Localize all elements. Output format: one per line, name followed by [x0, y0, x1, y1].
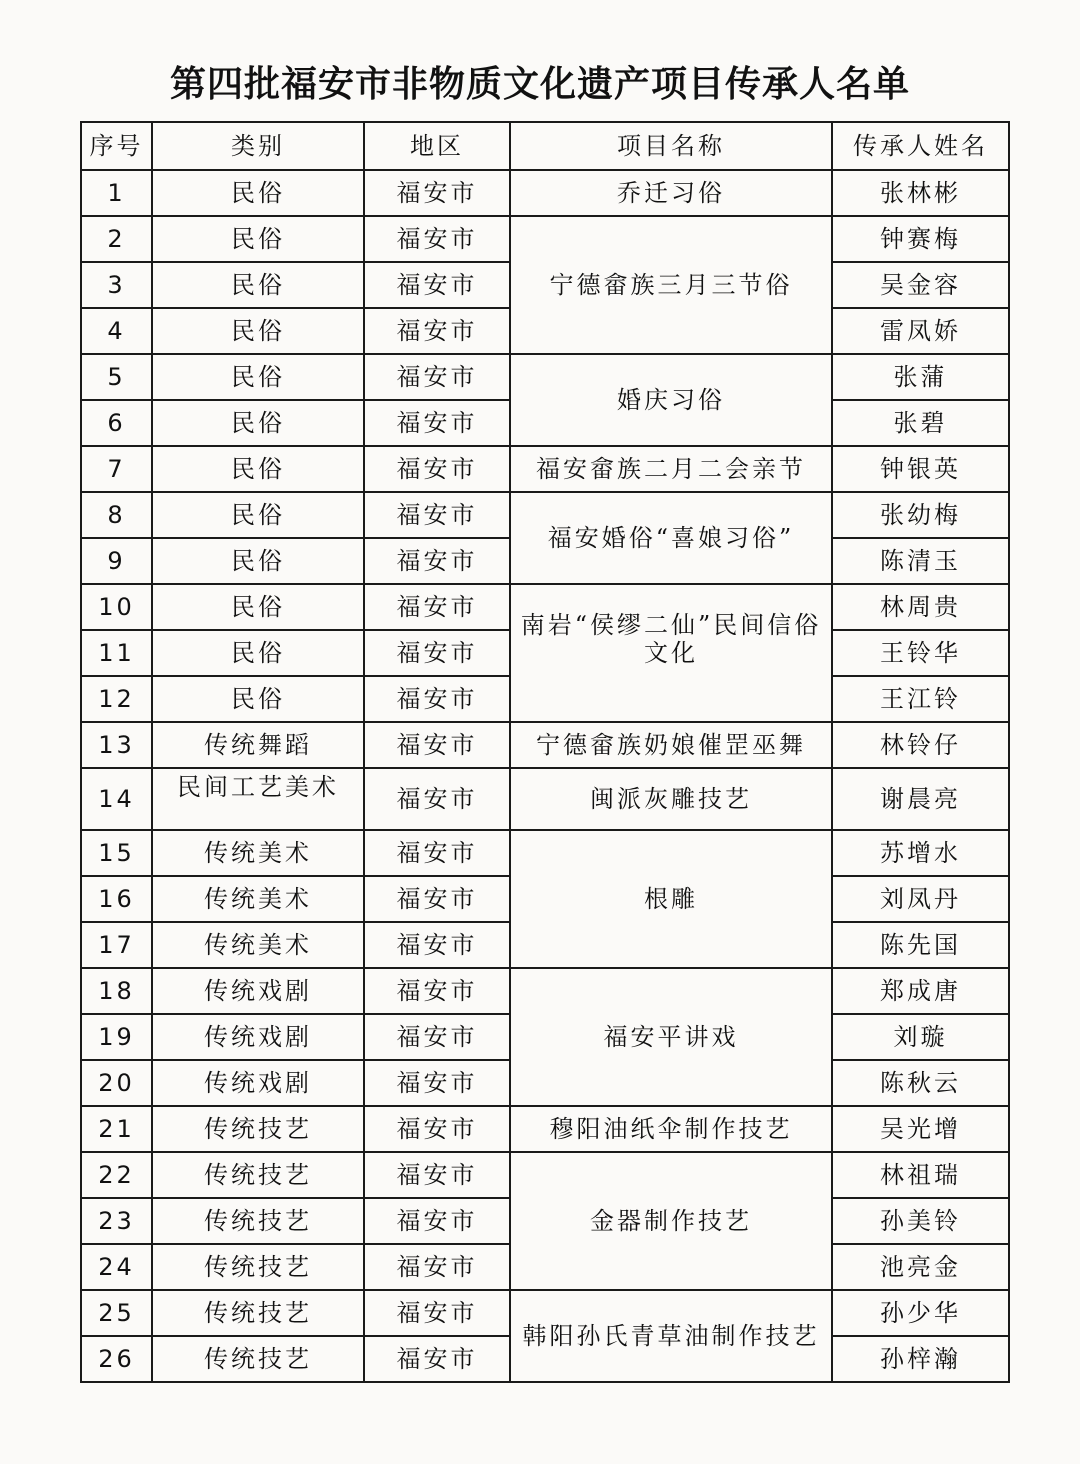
category-cell: 民俗 [152, 584, 364, 630]
category-cell: 传统戏剧 [152, 1060, 364, 1106]
category-cell: 民俗 [152, 446, 364, 492]
inheritor-cell: 钟赛梅 [832, 216, 1009, 262]
table-row [81, 216, 1009, 262]
inheritor-cell: 林祖瑞 [832, 1152, 1009, 1198]
region-cell: 福安市 [364, 1014, 510, 1060]
project-cell: 韩阳孙氏青草油制作技艺 [510, 1290, 832, 1382]
project-cell: 穆阳油纸伞制作技艺 [510, 1106, 832, 1152]
inheritor-cell: 张蒲 [832, 354, 1009, 400]
region-cell: 福安市 [364, 446, 510, 492]
project-cell: 宁德畲族奶娘催罡巫舞 [510, 722, 832, 768]
inheritor-cell: 王铃华 [832, 630, 1009, 676]
header-seq: 序号 [81, 122, 152, 170]
category-cell: 民俗 [152, 216, 364, 262]
region-cell: 福安市 [364, 538, 510, 584]
table-row [81, 170, 1009, 216]
seq-cell: 25 [81, 1290, 152, 1336]
inheritor-cell: 张碧 [832, 400, 1009, 446]
inheritor-cell: 谢晨亮 [832, 768, 1009, 830]
project-cell: 乔迁习俗 [510, 170, 832, 216]
region-cell: 福安市 [364, 584, 510, 630]
category-cell: 传统美术 [152, 922, 364, 968]
category-cell: 民俗 [152, 170, 364, 216]
table-row [81, 446, 1009, 492]
seq-cell: 17 [81, 922, 152, 968]
table-row [81, 1290, 1009, 1336]
category-cell: 传统戏剧 [152, 1014, 364, 1060]
seq-cell: 13 [81, 722, 152, 768]
category-cell: 民俗 [152, 354, 364, 400]
seq-cell: 19 [81, 1014, 152, 1060]
project-cell: 南岩“侯缪二仙”民间信俗文化 [510, 584, 832, 722]
category-cell: 民俗 [152, 492, 364, 538]
header-project: 项目名称 [510, 122, 832, 170]
region-cell: 福安市 [364, 400, 510, 446]
header-region: 地区 [364, 122, 510, 170]
region-cell: 福安市 [364, 1060, 510, 1106]
region-cell: 福安市 [364, 308, 510, 354]
inheritor-cell: 陈清玉 [832, 538, 1009, 584]
inheritor-cell: 孙梓瀚 [832, 1336, 1009, 1382]
region-cell: 福安市 [364, 216, 510, 262]
table-row [81, 968, 1009, 1014]
region-cell: 福安市 [364, 1198, 510, 1244]
table-row [81, 722, 1009, 768]
seq-cell: 21 [81, 1106, 152, 1152]
category-cell: 民俗 [152, 400, 364, 446]
seq-cell: 3 [81, 262, 152, 308]
category-cell: 传统美术 [152, 876, 364, 922]
project-cell: 宁德畲族三月三节俗 [510, 216, 832, 354]
region-cell: 福安市 [364, 354, 510, 400]
region-cell: 福安市 [364, 768, 510, 830]
seq-cell: 6 [81, 400, 152, 446]
table-row [81, 492, 1009, 538]
project-cell: 福安平讲戏 [510, 968, 832, 1106]
seq-cell: 1 [81, 170, 152, 216]
seq-cell: 22 [81, 1152, 152, 1198]
header-inheritor: 传承人姓名 [832, 122, 1009, 170]
region-cell: 福安市 [364, 1152, 510, 1198]
seq-cell: 12 [81, 676, 152, 722]
table-row [81, 768, 1009, 830]
seq-cell: 9 [81, 538, 152, 584]
region-cell: 福安市 [364, 968, 510, 1014]
region-cell: 福安市 [364, 630, 510, 676]
seq-cell: 5 [81, 354, 152, 400]
category-cell: 传统技艺 [152, 1336, 364, 1382]
seq-cell: 7 [81, 446, 152, 492]
inheritor-cell: 刘凤丹 [832, 876, 1009, 922]
header-category: 类别 [152, 122, 364, 170]
seq-cell: 11 [81, 630, 152, 676]
inheritor-cell: 张幼梅 [832, 492, 1009, 538]
category-cell: 民间工艺美术 [152, 768, 364, 830]
seq-cell: 4 [81, 308, 152, 354]
table-row [81, 354, 1009, 400]
category-cell: 传统技艺 [152, 1198, 364, 1244]
region-cell: 福安市 [364, 492, 510, 538]
project-cell: 福安畲族二月二会亲节 [510, 446, 832, 492]
project-cell: 根雕 [510, 830, 832, 968]
region-cell: 福安市 [364, 830, 510, 876]
region-cell: 福安市 [364, 876, 510, 922]
project-cell: 婚庆习俗 [510, 354, 832, 446]
seq-cell: 8 [81, 492, 152, 538]
seq-cell: 15 [81, 830, 152, 876]
project-cell: 闽派灰雕技艺 [510, 768, 832, 830]
inheritor-cell: 郑成唐 [832, 968, 1009, 1014]
region-cell: 福安市 [364, 676, 510, 722]
seq-cell: 16 [81, 876, 152, 922]
category-cell: 传统美术 [152, 830, 364, 876]
inheritor-cell: 陈秋云 [832, 1060, 1009, 1106]
category-cell: 传统戏剧 [152, 968, 364, 1014]
project-cell: 福安婚俗“喜娘习俗” [510, 492, 832, 584]
category-cell: 民俗 [152, 676, 364, 722]
category-cell: 传统技艺 [152, 1244, 364, 1290]
seq-cell: 20 [81, 1060, 152, 1106]
table-row [81, 830, 1009, 876]
inheritor-cell: 陈先国 [832, 922, 1009, 968]
seq-cell: 24 [81, 1244, 152, 1290]
inheritor-cell: 林铃仔 [832, 722, 1009, 768]
category-cell: 民俗 [152, 630, 364, 676]
region-cell: 福安市 [364, 170, 510, 216]
category-cell: 民俗 [152, 262, 364, 308]
inheritor-cell: 刘璇 [832, 1014, 1009, 1060]
inheritor-table [80, 121, 1010, 1383]
table-row [81, 1152, 1009, 1198]
inheritor-cell: 雷凤娇 [832, 308, 1009, 354]
region-cell: 福安市 [364, 1106, 510, 1152]
table-row [81, 584, 1009, 630]
seq-cell: 14 [81, 768, 152, 830]
seq-cell: 2 [81, 216, 152, 262]
region-cell: 福安市 [364, 1244, 510, 1290]
document-title: 第四批福安市非物质文化遗产项目传承人名单 [169, 64, 910, 105]
category-cell: 传统技艺 [152, 1106, 364, 1152]
seq-cell: 18 [81, 968, 152, 1014]
inheritor-cell: 吴金容 [832, 262, 1009, 308]
inheritor-cell: 孙少华 [832, 1290, 1009, 1336]
region-cell: 福安市 [364, 262, 510, 308]
region-cell: 福安市 [364, 922, 510, 968]
table-row [81, 1106, 1009, 1152]
project-cell: 金器制作技艺 [510, 1152, 832, 1290]
inheritor-cell: 张林彬 [832, 170, 1009, 216]
category-cell: 传统技艺 [152, 1290, 364, 1336]
seq-cell: 23 [81, 1198, 152, 1244]
inheritor-cell: 王江铃 [832, 676, 1009, 722]
category-cell: 民俗 [152, 308, 364, 354]
inheritor-cell: 苏增水 [832, 830, 1009, 876]
category-cell: 民俗 [152, 538, 364, 584]
region-cell: 福安市 [364, 722, 510, 768]
inheritor-cell: 林周贵 [832, 584, 1009, 630]
inheritor-cell: 池亮金 [832, 1244, 1009, 1290]
seq-cell: 26 [81, 1336, 152, 1382]
inheritor-cell: 钟银英 [832, 446, 1009, 492]
table-header-row [81, 122, 1009, 170]
category-cell: 传统技艺 [152, 1152, 364, 1198]
inheritor-cell: 吴光增 [832, 1106, 1009, 1152]
region-cell: 福安市 [364, 1336, 510, 1382]
region-cell: 福安市 [364, 1290, 510, 1336]
seq-cell: 10 [81, 584, 152, 630]
inheritor-cell: 孙美铃 [832, 1198, 1009, 1244]
category-cell: 传统舞蹈 [152, 722, 364, 768]
